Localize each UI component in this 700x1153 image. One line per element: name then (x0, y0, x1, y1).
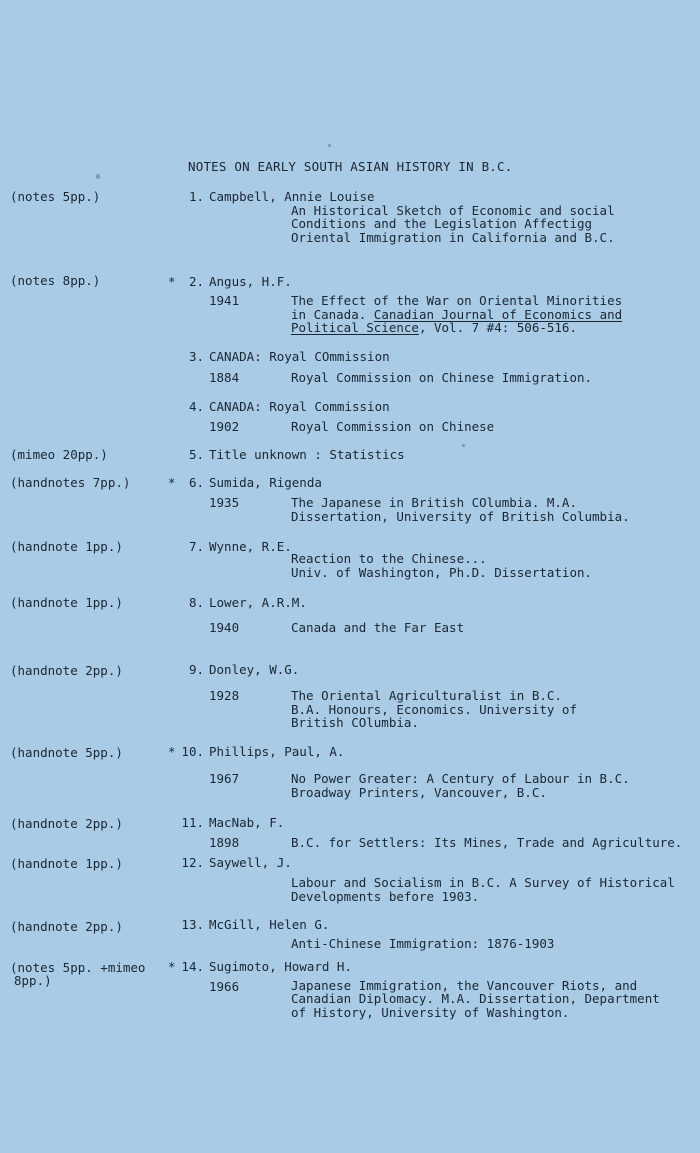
entry-year: 1898 (209, 835, 240, 850)
entry-author: Angus, H.F. (209, 274, 292, 289)
paper-speck (328, 144, 331, 147)
entry-desc-line: Anti-Chinese Immigration: 1876-1903 (291, 936, 555, 951)
journal-title: Canadian Journal of Economics and (373, 307, 623, 322)
entry-number: 14. (181, 959, 204, 974)
entry-number: 9. (188, 662, 204, 677)
entry-desc-line: Canadian Diplomacy. M.A. Dissertation, Department (291, 991, 660, 1006)
entry-author: CANADA: Royal Commission (209, 399, 390, 414)
page-title: NOTES ON EARLY SOUTH ASIAN HISTORY IN B.C. (188, 159, 513, 174)
entry-year: 1967 (209, 771, 240, 786)
asterisk-marker: * (168, 959, 176, 974)
desc-text: in Canada. (291, 307, 374, 322)
entry-author: MacNab, F. (209, 815, 285, 830)
entry-desc-line: Canada and the Far East (291, 620, 465, 635)
entry-note: (handnote 1pp.) (10, 595, 123, 610)
entry-author: Sugimoto, Howard H. (209, 959, 352, 974)
entry-note: (notes 8pp.) (10, 273, 101, 288)
entry-number: 4. (188, 399, 204, 414)
entry-desc-line: The Effect of the War on Oriental Minorities (291, 293, 623, 308)
entry-year: 1928 (209, 688, 240, 703)
entry-desc-line: Dissertation, University of British Columbia. (291, 509, 630, 524)
entry-number: 1. (188, 189, 204, 204)
entry-year: 1941 (209, 293, 240, 308)
entry-desc-line: Reaction to the Chinese... (291, 551, 487, 566)
entry-year: 1935 (209, 495, 240, 510)
entry-desc-line: Royal Commission on Chinese (291, 419, 495, 434)
entry-author: Wynne, R.E. (209, 539, 292, 554)
entry-number: 13. (181, 917, 204, 932)
entry-author: Campbell, Annie Louise (209, 189, 375, 204)
entry-number: 12. (181, 855, 204, 870)
entry-desc-line: No Power Greater: A Century of Labour in B.C. (291, 771, 630, 786)
entry-desc-line: Royal Commission on Chinese Immigration. (291, 370, 593, 385)
entry-desc-line: Univ. of Washington, Ph.D. Dissertation. (291, 565, 593, 580)
entry-year: 1902 (209, 419, 240, 434)
entry-number: 11. (181, 815, 204, 830)
entry-author: CANADA: Royal COmmission (209, 349, 390, 364)
entry-desc-line: The Japanese in British COlumbia. M.A. (291, 495, 577, 510)
paper-speck (96, 174, 100, 179)
entry-number: 5. (188, 447, 204, 462)
entry-author: McGill, Helen G. (209, 917, 330, 932)
entry-note: (handnote 1pp.) (10, 539, 123, 554)
entry-author: Title unknown : Statistics (209, 447, 405, 462)
entry-author: Sumida, Rigenda (209, 475, 322, 490)
entry-author: Donley, W.G. (209, 662, 300, 677)
entry-desc-line: Oriental Immigration in California and B.C. (291, 230, 615, 245)
asterisk-marker: * (168, 475, 176, 490)
paper-speck (462, 444, 465, 447)
entry-note: (handnote 2pp.) (10, 816, 123, 831)
entry-desc-line: An Historical Sketch of Economic and social (291, 203, 615, 218)
entry-desc-line: B.A. Honours, Economics. University of (291, 702, 577, 717)
desc-text: , Vol. 7 #4: 506-516. (418, 320, 577, 335)
entry-note: (handnote 5pp.) (10, 745, 123, 760)
entry-author: Lower, A.R.M. (209, 595, 307, 610)
entry-note: (handnote 1pp.) (10, 856, 123, 871)
entry-desc-line: British COlumbia. (291, 715, 419, 730)
entry-number: 3. (188, 349, 204, 364)
entry-desc-line: Japanese Immigration, the Vancouver Riots, and (291, 978, 638, 993)
entry-year: 1940 (209, 620, 240, 635)
entry-number: 2. (188, 274, 204, 289)
entry-desc-line (291, 321, 577, 335)
entry-note: (notes 5pp.) (10, 189, 101, 204)
entry-number: 10. (181, 744, 204, 759)
entry-note: (notes 5pp. +mimeo (10, 960, 146, 975)
entry-note: 8pp.) (14, 973, 52, 988)
asterisk-marker: * (168, 744, 176, 759)
entry-author: Saywell, J. (209, 855, 292, 870)
entry-year: 1884 (209, 370, 240, 385)
entry-desc-line: B.C. for Settlers: Its Mines, Trade and Agriculture. (291, 835, 683, 850)
entry-number: 7. (188, 539, 204, 554)
entry-note: (mimeo 20pp.) (10, 447, 108, 462)
entry-year: 1966 (209, 979, 240, 994)
entry-desc-line: of History, University of Washington. (291, 1005, 570, 1020)
entry-desc-line: Broadway Printers, Vancouver, B.C. (291, 785, 547, 800)
entry-number: 8. (188, 595, 204, 610)
entry-note: (handnotes 7pp.) (10, 475, 131, 490)
entry-desc-line: Developments before 1903. (291, 889, 480, 904)
entry-desc-line: Conditions and the Legislation Affectigg (291, 216, 593, 231)
entry-note: (handnote 2pp.) (10, 919, 123, 934)
asterisk-marker: * (168, 274, 176, 289)
entry-author: Phillips, Paul, A. (209, 744, 345, 759)
entry-number: 6. (188, 475, 204, 490)
journal-title: Political Science (291, 320, 419, 335)
entry-desc-line: The Oriental Agriculturalist in B.C. (291, 688, 562, 703)
entry-note: (handnote 2pp.) (10, 663, 123, 678)
entry-desc-line: Labour and Socialism in B.C. A Survey of Historical (291, 875, 675, 890)
